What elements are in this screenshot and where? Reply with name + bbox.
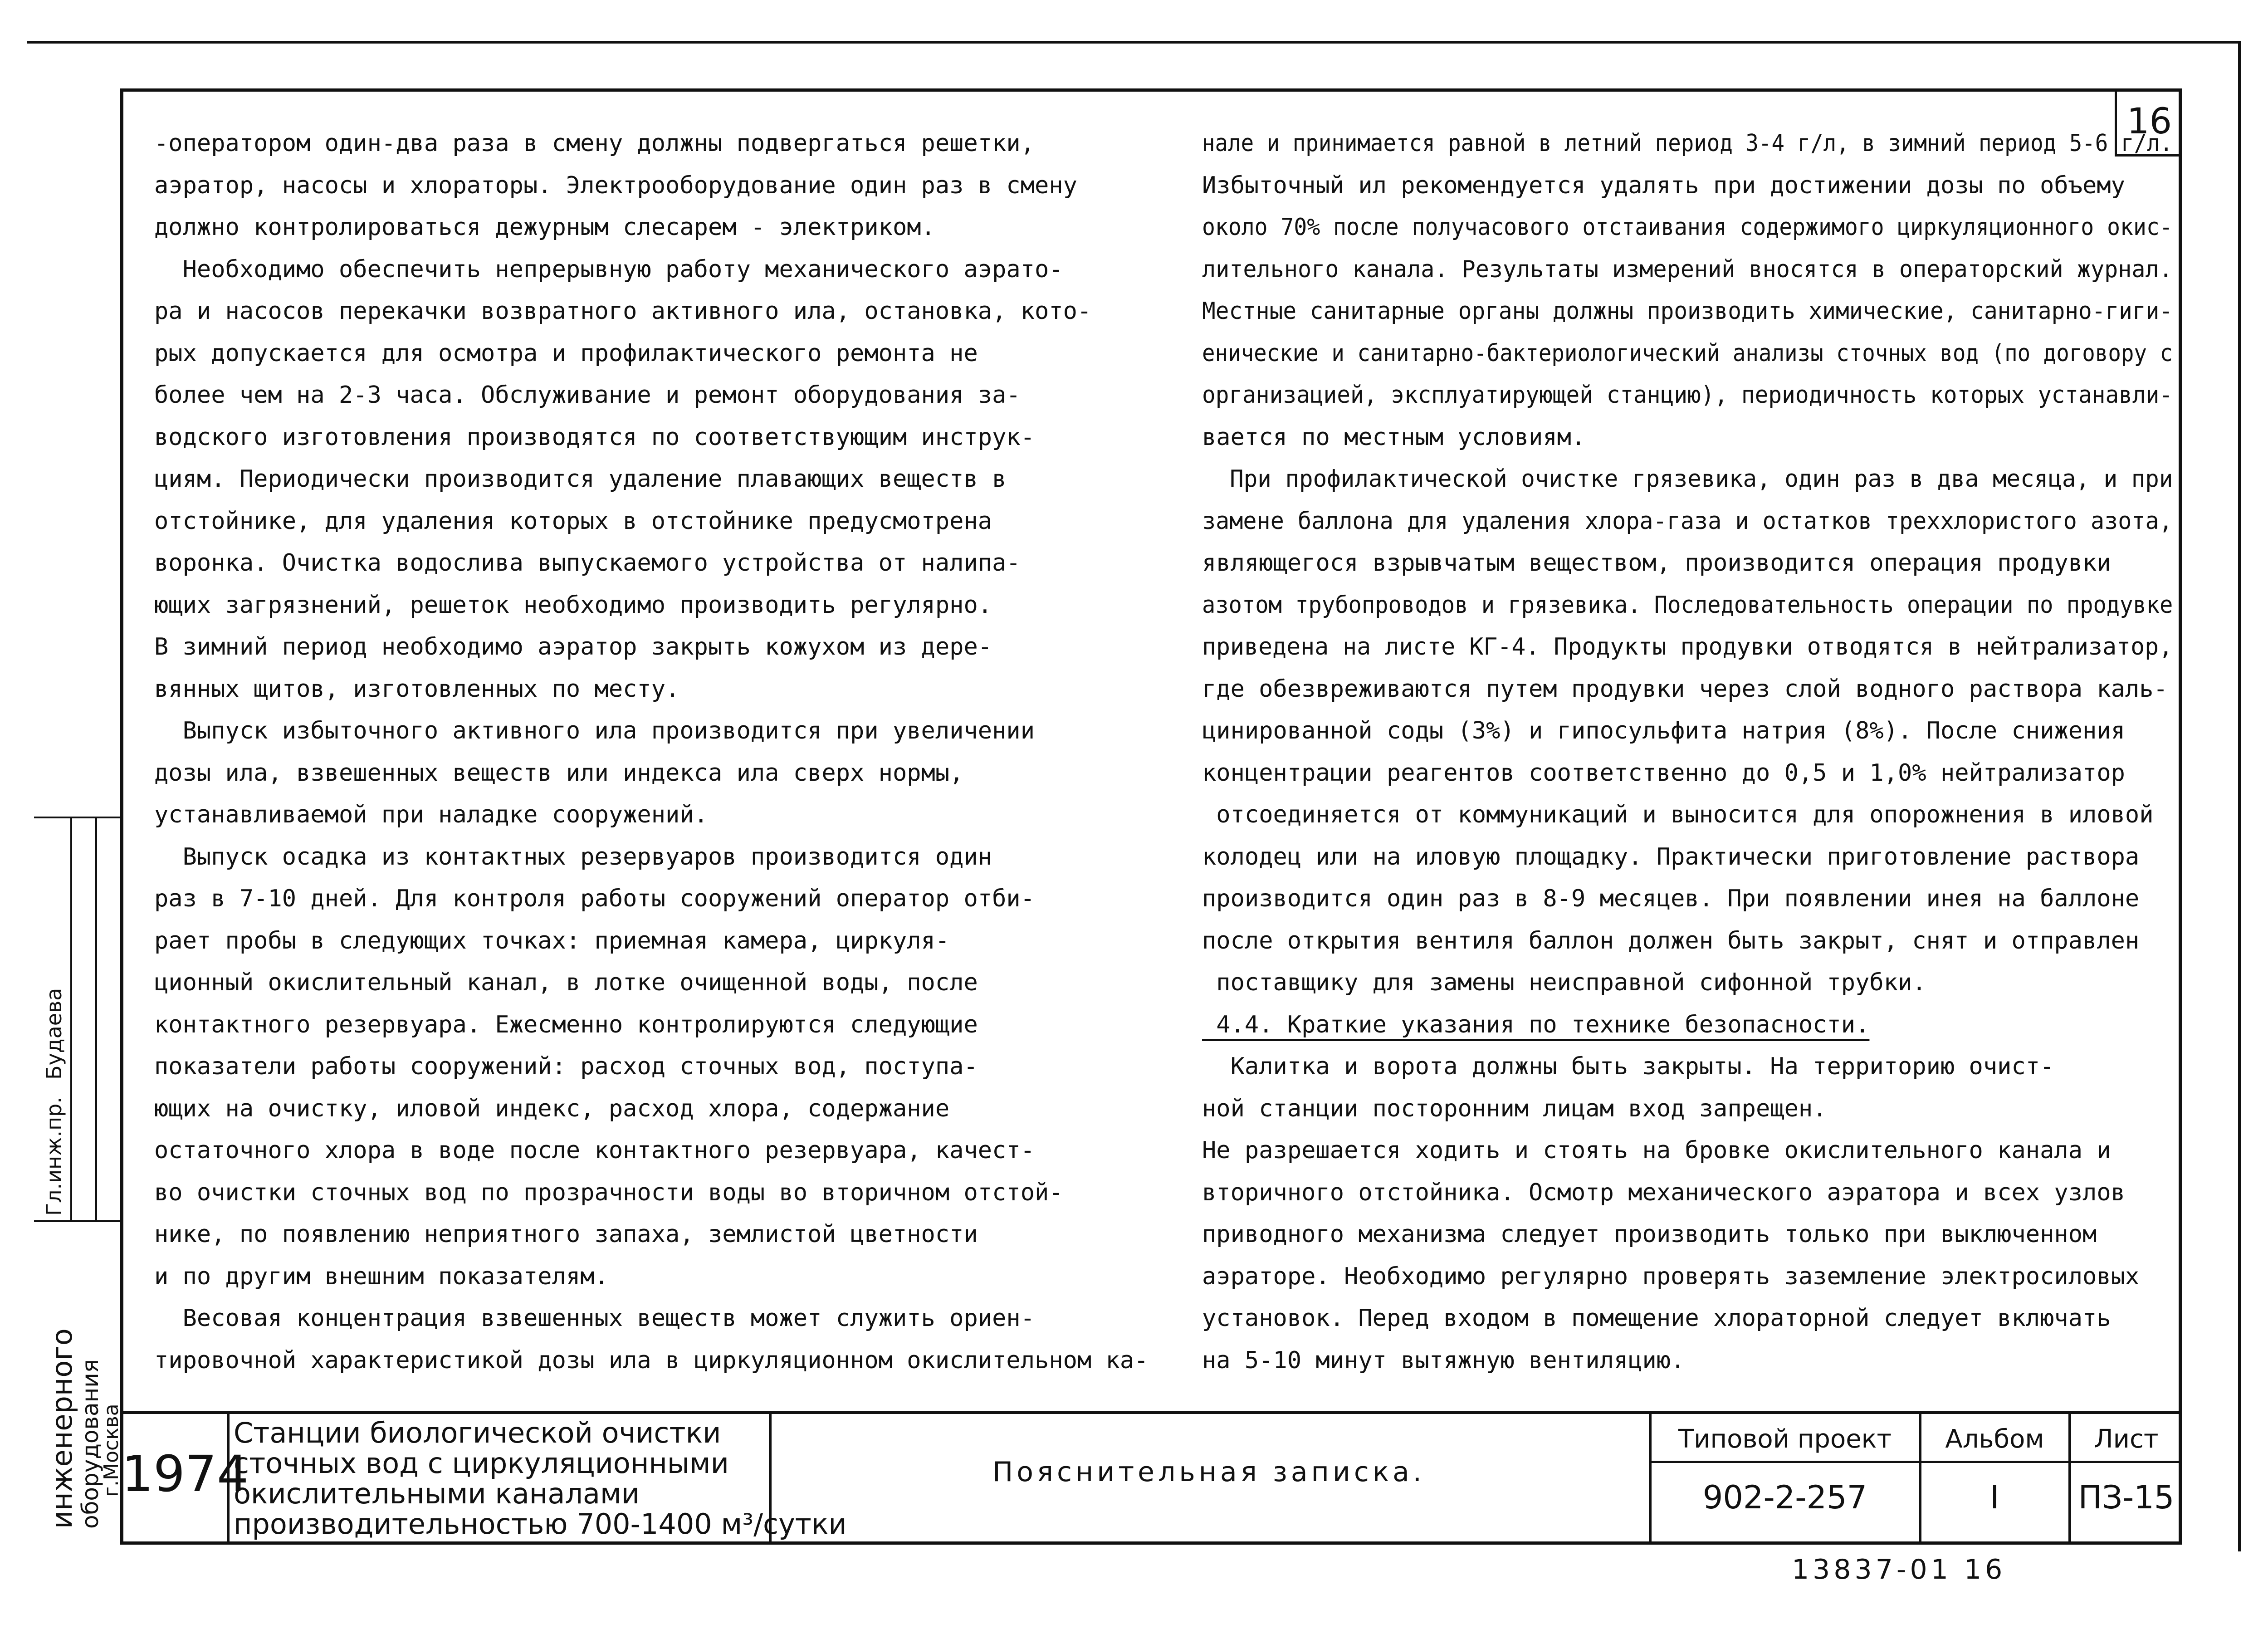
text-line: аэраторе. Необходимо регулярно проверять заземление электросиловых: [1202, 1262, 2140, 1290]
text-line: рых допускается для осмотра и профилактического ремонта не: [154, 339, 978, 367]
text-line: ющих на очистку, иловой индекс, расход хлора, содержание: [154, 1095, 950, 1122]
text-line: воронка. Очистка водослива выпускаемого устройства от налипа-: [154, 549, 1021, 577]
title-block-header-row-line: [1649, 1461, 2182, 1463]
text-line: тировочной характеристикой дозы ила в циркуляционном окислительном ка-: [154, 1346, 1149, 1374]
left-text-column: [154, 122, 1170, 1381]
side-name: Будаева: [42, 988, 66, 1080]
text-line: концентрации реагентов соответственно до 0,5 и 1,0% нейтрализатор: [1202, 759, 2125, 787]
text-line: При профилактической очистке грязевика, один раз в два месяца, и при: [1202, 465, 2173, 493]
text-line: азотом трубопроводов и грязевика. Последовательность операции по продувке: [1202, 591, 2173, 619]
text-line: организацией, эксплуатирующей станцию), периодичность которых устанавли-: [1202, 382, 2173, 409]
text-line: ющих загрязнений, решеток необходимо производить регулярно.: [154, 591, 992, 619]
text-line: водского изготовления производятся по соответствующим инструк-: [154, 423, 1035, 451]
text-line: производится один раз в 8-9 месяцев. При появлении инея на баллоне: [1202, 885, 2140, 912]
side-divider-2: [95, 817, 97, 1220]
text-line: должно контролироваться дежурным слесарем - электриком.: [154, 214, 935, 241]
text-line: устанавливаемой при наладке сооружений.: [154, 801, 708, 828]
text-line: нике, по появлению неприятного запаха, землистой цветности: [154, 1221, 978, 1248]
text-line: Не разрешается ходить и стоять на бровке окислительного канала и: [1202, 1137, 2111, 1164]
side-position-label: Гл.инж.пр.: [42, 1096, 66, 1216]
text-line: лительного канала. Результаты измерений вносятся в операторский журнал.: [1202, 255, 2173, 283]
bottom-code: 13837-01 16: [1792, 1554, 2006, 1585]
side-org-line3: г.Москва: [100, 1404, 123, 1497]
text-line: Необходимо обеспечить непрерывную работу механического аэрато-: [154, 255, 1063, 283]
text-line: замене баллона для удаления хлора-газа и остатков треххлористого азота,: [1202, 507, 2173, 535]
sheet-label: Лист: [2094, 1424, 2159, 1454]
document-title: Пояснительная записка.: [992, 1456, 1425, 1488]
text-line: Избыточный ил рекомендуется удалять при достижении дозы по объему: [1202, 171, 2125, 199]
text-line: установок. Перед входом в помещение хлораторной следует включать: [1202, 1305, 2111, 1332]
text-line: остаточного хлора в воде после контактного резервуара, качест-: [154, 1137, 1035, 1164]
text-line: аэратор, насосы и хлораторы. Электрооборудование один раз в смену: [154, 171, 1077, 199]
album-label: Альбом: [1945, 1424, 2044, 1454]
side-org-line2: оборудования: [77, 1359, 103, 1529]
standard-project-label: Типовой проект: [1678, 1424, 1892, 1454]
text-line: показатели работы сооружений: расход сточных вод, поступа-: [154, 1053, 978, 1080]
text-line: приводного механизма следует производить только при выключенном: [1202, 1221, 2097, 1248]
text-line: приведена на листе КГ-4. Продукты продувки отводятся в нейтрализатор,: [1202, 633, 2173, 660]
text-line: контактного резервуара. Ежесменно контролируются следующие: [154, 1011, 978, 1038]
text-line: ра и насосов перекачки возвратного активного ила, остановка, кото-: [154, 298, 1092, 325]
text-line: колодец или на иловую площадку. Практически приготовление раствора: [1202, 843, 2140, 871]
text-line: Выпуск осадка из контактных резервуаров производится один: [154, 843, 992, 871]
text-line: цинированной соды (3%) и гипосульфита натрия (8%). После снижения: [1202, 717, 2125, 744]
text-line: Весовая концентрация взвешенных веществ может служить ориен-: [154, 1305, 1035, 1332]
text-line: ной станции посторонним лицам вход запрещен.: [1202, 1095, 1827, 1122]
standard-project-value: 902-2-257: [1702, 1479, 1867, 1516]
side-org-line1: инженерного: [45, 1328, 78, 1529]
album-value: I: [1990, 1479, 1999, 1516]
text-line: отсоединяется от коммуникаций и выносится для опорожнения в иловой: [1202, 801, 2154, 828]
sheet-value: ПЗ-15: [2078, 1479, 2175, 1516]
text-line: Калитка и ворота должны быть закрыты. На территорию очист-: [1202, 1053, 2054, 1080]
text-line: циям. Периодически производится удаление плавающих веществ в: [154, 465, 1007, 493]
text-line: во очистки сточных вод по прозрачности воды во вторичном отстой-: [154, 1179, 1063, 1206]
text-line: и по другим внешним показателям.: [154, 1262, 609, 1290]
text-line: дозы ила, взвешенных веществ или индекса ила сверх нормы,: [154, 759, 964, 787]
text-line: являющегося взрывчатым веществом, производится операция продувки: [1202, 549, 2111, 577]
text-line: отстойнике, для удаления которых в отстойнике предусмотрена: [154, 507, 992, 535]
text-line: -оператором один-два раза в смену должны подвергаться решетки,: [154, 130, 1035, 157]
text-line: на 5-10 минут вытяжную вентиляцию.: [1202, 1346, 1685, 1374]
text-line: Выпуск избыточного активного ила производится при увеличении: [154, 717, 1035, 744]
side-mid-line: [34, 1220, 120, 1222]
text-line: В зимний период необходимо аэратор закрыть кожухом из дере-: [154, 633, 992, 660]
section-heading: 4.4. Краткие указания по технике безопасности.: [1202, 1011, 1870, 1038]
text-line: вторичного отстойника. Осмотр механического аэратора и всех узлов: [1202, 1179, 2125, 1206]
project-name: Станции биологической очистки сточных вод с циркуляционными окислительными каналами производительностью 700-1400 м³/сутки: [234, 1416, 847, 1541]
right-text-column: [1202, 122, 2173, 1381]
text-line: около 70% после получасового отстаивания содержимого циркуляционного окис-: [1202, 214, 2173, 241]
text-line: вается по местным условиям.: [1202, 423, 1586, 451]
side-divider-1: [70, 817, 72, 1220]
text-line: ционный окислительный канал, в лотке очищенной воды, после: [154, 969, 978, 996]
text-line: где обезвреживаются путем продувки через слой водного раствора каль-: [1202, 675, 2168, 703]
text-line: Местные санитарные органы должны производить химические, санитарно-гиги-: [1202, 298, 2173, 325]
year: 1974: [122, 1445, 249, 1503]
text-line: более чем на 2-3 часа. Обслуживание и ремонт оборудования за-: [154, 382, 1021, 409]
text-line: енические и санитарно-бактериологический анализы сточных вод (по договору с: [1202, 339, 2173, 367]
text-line: вянных щитов, изготовленных по месту.: [154, 675, 680, 703]
text-line: нале и принимается равной в летний период 3-4 г/л, в зимний период 5-6 г/л.: [1202, 130, 2173, 157]
text-line: поставщику для замены неисправной сифонной трубки.: [1202, 969, 1926, 996]
text-line: рает пробы в следующих точках: приемная камера, циркуля-: [154, 927, 950, 954]
sheet-number: 16: [2126, 101, 2172, 142]
side-top-line: [34, 817, 120, 818]
text-line: раз в 7-10 дней. Для контроля работы сооружений оператор отби-: [154, 885, 1035, 912]
text-line: после открытия вентиля баллон должен быть закрыт, снят и отправлен: [1202, 927, 2140, 954]
